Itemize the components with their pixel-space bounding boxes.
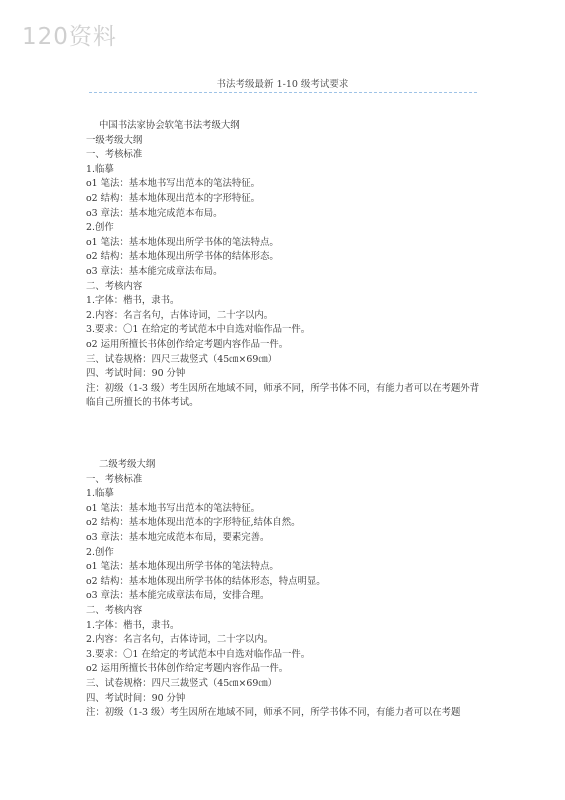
level-heading: 一级考级大纲 — [86, 134, 143, 146]
level-heading: 二级考级大纲 — [99, 459, 156, 470]
section-heading: 一、考核标准 — [86, 473, 143, 485]
criteria-item: o1 笔法：基本地体现出所学书体的笔法特点。 — [86, 236, 279, 248]
section-heading: 三、试卷规格：四尺三裁竖式（45㎝×69㎝） — [86, 677, 278, 689]
level-2-outline — [86, 458, 486, 721]
criteria-item: o1 笔法：基本地体现出所学书体的笔法特点。 — [86, 561, 279, 573]
criteria-item: o1 笔法：基本地书写出范本的笔法特征。 — [86, 502, 260, 514]
criteria-item: o2 结构：基本地体现出所学书体的结体形态。 — [86, 251, 279, 263]
section-heading: 一、考核标准 — [86, 149, 143, 161]
content-item: 1.字体：楷书，隶书。 — [86, 295, 180, 307]
content-item: 3.要求：〇1 在给定的考试范本中自选对临作品一件。 — [86, 648, 311, 660]
content-item: 2.内容：名言名句，古体诗词，二十字以内。 — [86, 634, 274, 646]
criteria-item: o3 章法：基本能完成章法布局，安排合理。 — [86, 590, 270, 602]
subsection-heading: 2.创作 — [86, 222, 114, 234]
level-1-outline — [86, 119, 486, 411]
section-heading: 四、考试时间：90 分钟 — [86, 692, 186, 704]
section-heading: 二、考核内容 — [86, 604, 143, 616]
content-item: 2.内容：名言名句，古体诗词，二十字以内。 — [86, 309, 274, 321]
content-item: o2 运用所擅长书体创作给定考题内容作品一件。 — [86, 663, 289, 675]
criteria-item: o2 结构：基本地体现出范本的字形特征。 — [86, 192, 260, 204]
content-item: 1.字体：楷书，隶书。 — [86, 619, 180, 631]
document-title: 书法考级最新 1-10 级考试要求 — [216, 79, 349, 90]
note-paragraph: 注：初级（1-3 级）考生因所在地域不同，师承不同，所学书体不同，有能力者可以在考题 — [86, 707, 461, 719]
section-heading: 三、试卷规格：四尺三裁竖式（45㎝×69㎝） — [86, 353, 278, 365]
watermark-logo: 120资料 — [22, 24, 117, 50]
subsection-heading: 2.创作 — [86, 546, 114, 558]
outline-heading: 中国书法家协会软笔书法考级大纲 — [99, 120, 240, 131]
criteria-item: o1 笔法：基本地书写出范本的笔法特征。 — [86, 178, 260, 190]
content-item: 3.要求：〇1 在给定的考试范本中自选对临作品一件。 — [86, 324, 311, 336]
criteria-item: o3 章法：基本地完成范本布局，要素完善。 — [86, 531, 270, 543]
subsection-heading: 1.临摹 — [86, 488, 114, 500]
criteria-item: o2 结构：基本地体现出范本的字形特征,结体自然。 — [86, 517, 301, 529]
criteria-item: o2 结构：基本地体现出所学书体的结体形态，特点明显。 — [86, 575, 326, 587]
section-heading: 二、考核内容 — [86, 280, 143, 292]
note-paragraph: 注：初级（1-3 级）考生因所在地域不同，师承不同，所学书体不同，有能力者可以在考题外背临自己所擅长的书体考试。 — [86, 382, 480, 409]
subsection-heading: 1.临摹 — [86, 163, 114, 175]
criteria-item: o3 章法：基本能完成章法布局。 — [86, 265, 223, 277]
section-heading: 四、考试时间：90 分钟 — [86, 368, 186, 380]
criteria-item: o3 章法：基本地完成范本布局。 — [86, 207, 223, 219]
content-item: o2 运用所擅长书体创作给定考题内容作品一件。 — [86, 338, 289, 350]
title-divider — [89, 92, 477, 93]
